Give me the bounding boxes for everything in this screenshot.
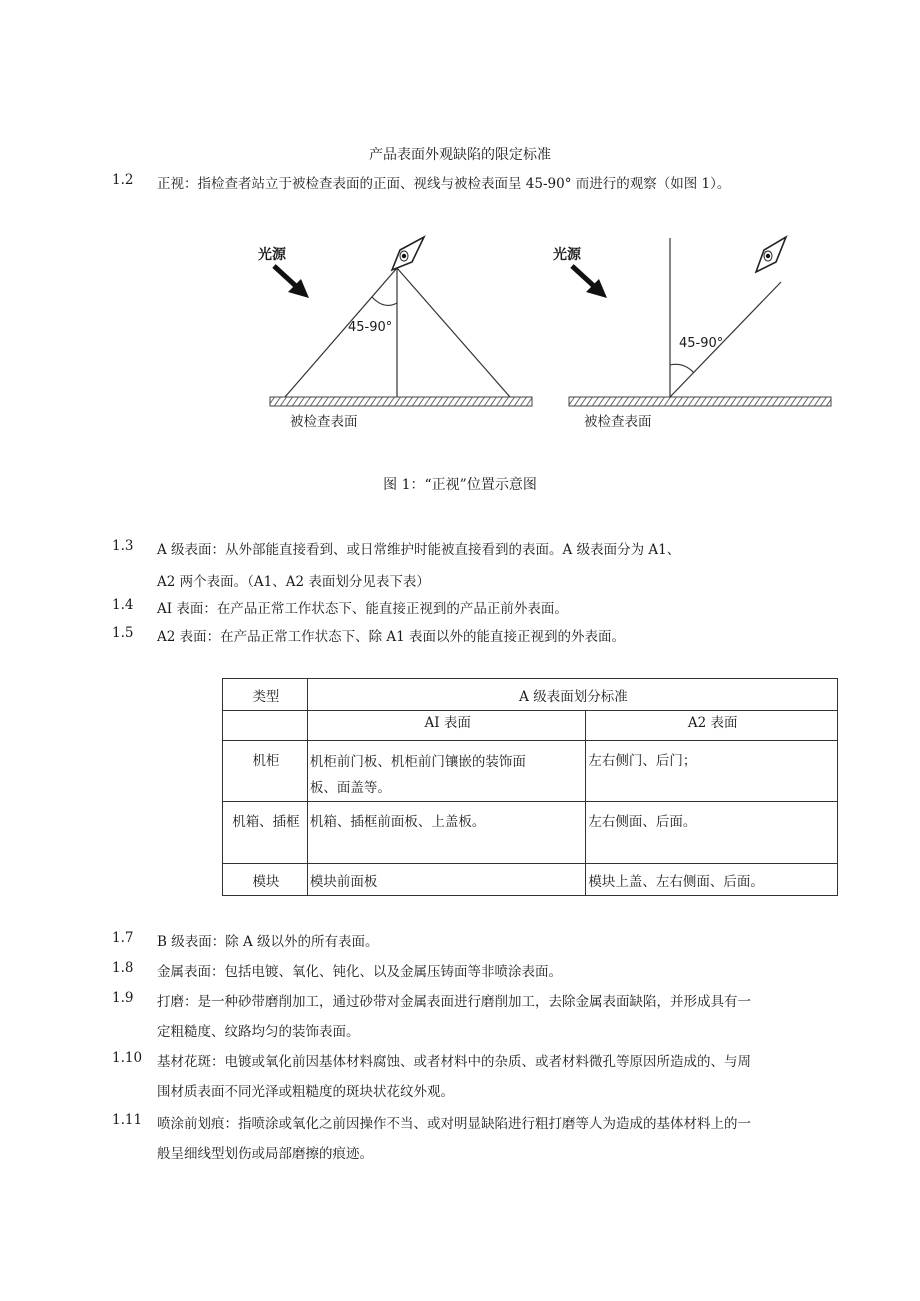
section-text-1-4: AI 表面：在产品正常工作状态下、能直接正视到的产品正前外表面。: [157, 601, 568, 617]
section-text-1-10-line1: 基材花斑：电镀或氧化前因基体材料腐蚀、或者材料中的杂质、或者材料微孔等原因所造成的、与周: [157, 1054, 751, 1070]
table-cell-a2: 左右侧面、后面。: [586, 802, 838, 864]
table-row: [223, 864, 838, 896]
section-text-1-11-line1: 喷涂前划痕：指喷涂或氧化之前因操作不当、或对明显缺陷进行粗打磨等人为造成的基体材料上的一: [157, 1116, 751, 1132]
right-light-source-label: 光源: [553, 247, 581, 263]
table-header-type: 类型: [223, 679, 308, 711]
section-number-1-11: 1.11: [112, 1112, 143, 1128]
left-diagram: [270, 237, 532, 406]
table-cell-type: 模块: [223, 864, 308, 896]
table-header-blank: [223, 711, 308, 741]
table-cell-a1: [307, 741, 586, 802]
table-cell-a1: 机箱、插框前面板、上盖板。: [307, 802, 586, 864]
right-surface-plate: [569, 397, 831, 406]
table-row: [223, 741, 838, 802]
document-title: 产品表面外观缺陷的限定标准: [369, 147, 551, 163]
right-diagram: [569, 237, 831, 406]
left-eye-icon: [392, 237, 424, 270]
table-cell-a2: 左右侧门、后门；: [586, 741, 838, 802]
section-text-1-8: 金属表面：包括电镀、氧化、钝化、以及金属压铸面等非喷涂表面。: [157, 964, 562, 980]
left-light-arrow-icon: [274, 266, 309, 298]
left-sight-line-right: [397, 268, 510, 397]
section-number-1-7: 1.7: [112, 930, 134, 946]
figure-caption: 图 1：“正视”位置示意图: [383, 477, 537, 493]
table-cell-type: 机柜: [223, 741, 308, 802]
section-text-1-10-line2: 围材质表面不同光泽或粗糙度的斑块状花纹外观。: [157, 1084, 454, 1100]
section-number-1-8: 1.8: [112, 960, 134, 976]
right-angle-label: 45-90°: [679, 336, 724, 351]
section-text-1-9-line1: 打磨：是一种砂带磨削加工，通过砂带对金属表面进行磨削加工，去除金属表面缺陷，并形成具有一: [157, 994, 751, 1010]
left-surface-label: 被检查表面: [290, 414, 358, 430]
left-angle-arc: [372, 297, 397, 305]
table-cell-a1: 模块前面板: [307, 864, 586, 896]
section-number-1-4: 1.4: [112, 597, 134, 613]
table-subheader-a2: A2 表面: [586, 711, 838, 741]
section-text-1-7: B 级表面：除 A 级以外的所有表面。: [157, 934, 379, 950]
section-number-1-2: 1.2: [112, 172, 134, 188]
section-text-1-2: 正视：指检查者站立于被检查表面的正面、视线与被检表面呈 45-90° 而进行的观察（如图 1）。: [157, 176, 731, 192]
a-surface-classification-table: [222, 678, 838, 896]
section-number-1-3: 1.3: [112, 538, 134, 554]
table-row: [223, 802, 838, 864]
section-number-1-9: 1.9: [112, 990, 134, 1006]
section-text-1-9-line2: 定粗糙度、纹路均匀的装饰表面。: [157, 1024, 360, 1040]
left-angle-label: 45-90°: [348, 320, 393, 335]
section-text-1-11-line2: 般呈细线型划伤或局部磨擦的痕迹。: [157, 1146, 373, 1162]
left-light-source-label: 光源: [258, 247, 286, 263]
left-surface-plate: [270, 397, 532, 406]
table-subheader-a1: AI 表面: [307, 711, 586, 741]
table-cell-a1-line2: 板、面盖等。: [309, 780, 391, 796]
viewing-position-diagram: [0, 0, 920, 470]
right-surface-label: 被检查表面: [584, 414, 652, 430]
section-text-1-3-line2: A2 两个表面。（A1、A2 表面划分见表下表）: [157, 574, 430, 590]
section-text-1-3-line1: A 级表面：从外部能直接看到、或日常维护时能被直接看到的表面。A 级表面分为 A1、: [157, 542, 681, 558]
right-light-arrow-icon: [572, 266, 607, 298]
table-cell-a1-line1: 机柜前门板、机柜前门镶嵌的装饰面: [309, 754, 526, 770]
section-text-1-5: A2 表面：在产品正常工作状态下、除 A1 表面以外的能直接正视到的外表面。: [157, 629, 626, 645]
right-eye-icon: [756, 237, 786, 272]
right-angle-arc: [670, 364, 694, 373]
table-cell-a2: 模块上盖、左右侧面、后面。: [586, 864, 838, 896]
section-number-1-10: 1.10: [112, 1050, 143, 1066]
table-cell-type: 机箱、插框: [223, 802, 308, 864]
section-number-1-5: 1.5: [112, 625, 134, 641]
table-header-standard: A 级表面划分标准: [307, 679, 837, 711]
